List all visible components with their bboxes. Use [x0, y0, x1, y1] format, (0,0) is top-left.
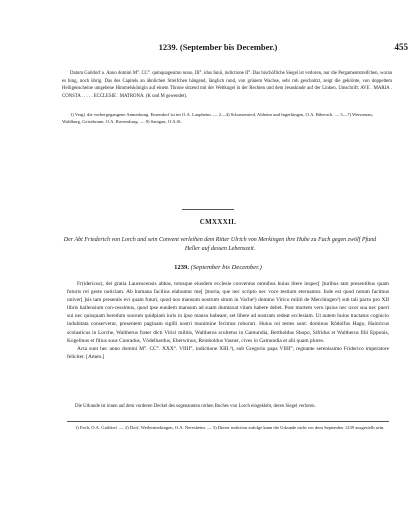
date-year: 1239.: [174, 264, 189, 271]
document-date: [28, 264, 408, 271]
charter-paragraph: Acta sunt hec anno domini M°. CC°. XXX°. VIIII°, indictione XIII.³), sub Gregorio papa VIIII°, regnante serenissimo Friderico imperatore feliciter. [Amen.]: [67, 345, 389, 360]
charter-paragraph: Fr(idericus), dei gratia Laureacensis abbas, totusque eiusdem ecclesie conventus omnibus huius litere inspec[ ]turibus tam presentibus quam futuris rei geste noticiam. Ab humana facilius elabuntur me[ ]moria, que nec scripto nec voce testium eternantur. Inde est quod notum facimus univer[ ]sis tam presentis evi quam futuri, quod nos mansum nostrum situm in Vache¹) domino Virico militi de Merchingen²) sub tali pacto pro XII libris hallensium con-cessimus, quod ipse eundem mansum ad suam dumtaxat vitam habere debet. Post mortem vero ipsius nec uxor sua nec pueri sui nec quisquam heredum suorum quidpiam iuris in ipso manso habeant, set libere ad nostram redeat ecclesiam. Ut autem huius tractatus cognicio indubitata conservetur, presentem paginam sigilli nostri munimine fecimus roborari. Huius rei testes sunt: dominus Rôdolfus Hago, Hainricus scolasticus in Lorche, Waltherus frater dicti Virici militis, Waltherus scultetus in Gamundia, Bertholdus Shopo, Sifridus et Waltherus filii Epponis, Kogelinus et filius suus Cunradus, Vôdelhardus, Eberwinus, Reinboldus Vasner, cives in Gamundia et alii quam plures.: [67, 281, 389, 344]
header-title: 1239. (September bis December.): [158, 42, 278, 52]
document-number: CMXXXII.: [199, 218, 237, 226]
section-divider: [182, 209, 234, 210]
regest-summary: Der Abt Friederich von Lorch und sein Convent verleihen dem Ritter Ulrich von Merkingen ihre Hube zu Fach gegen zwölf Pfund Heller auf dessen Lebenszeit.: [63, 237, 377, 252]
charter-body: [67, 280, 389, 361]
footnote-text: 1) Fach, O.A. Gaildorf. — 2) Dorf, Weilermerkingen, O.A. Neresheim. — 3) Dieser indiction zufolge kann die Urkunde nicht vor dem September 1239 ausgestellt sein.: [75, 425, 385, 430]
page-number: 455: [394, 42, 408, 52]
charter-closing-text: Datum Gaildorf a. Anno domini M°. CC°. quinquagesimo nono, III°. idus Iunii, indictione II°. Das bischöfliche Siegel ist verloren, nur die Pergamentstreifchen, woran es hing, noch übrig. Das des Capitels an ähnlichen Streifchen hängend, länglich rund, von grünem Wachse, sehr roh geschnitzt, zeigt die gekrönte, von doppeltem Heiligenscheine umgebene Himmelskönigin auf einem Throne sitzend mit der Weltkugel in der Rechten und dem Jesuskinde auf der Linken. Umschrift: AVE . MARIA . CONSTA . . . . . ECCLESIE . MATRONA. (K und M gewendet).: [62, 71, 392, 99]
top-footnote: [62, 111, 392, 125]
date-range: (September bis December.): [190, 264, 262, 271]
running-header: [28, 42, 408, 56]
editorial-note: Die Urkunde ist innen auf dem vorderen Deckel des sogenannten rothen Buches von Lorch eingeklebt, deren Siegel verloren.: [75, 404, 316, 409]
bottom-footnotes: [67, 424, 389, 431]
footnote-rule: [67, 421, 389, 422]
footnote-text: 1) Vergl. die vorhergegangene Anmerkung. Ensendorf ist im O.A. Laupheim. — 2—4) Schussenried, Altheim und Ingerkingen, O.A. Biberach. — 5—7) Weissenau, Waldburg, Geisebrunn, O.A. Ravensburg. — 8) Sauigau, O.A.Sl.: [62, 112, 373, 125]
